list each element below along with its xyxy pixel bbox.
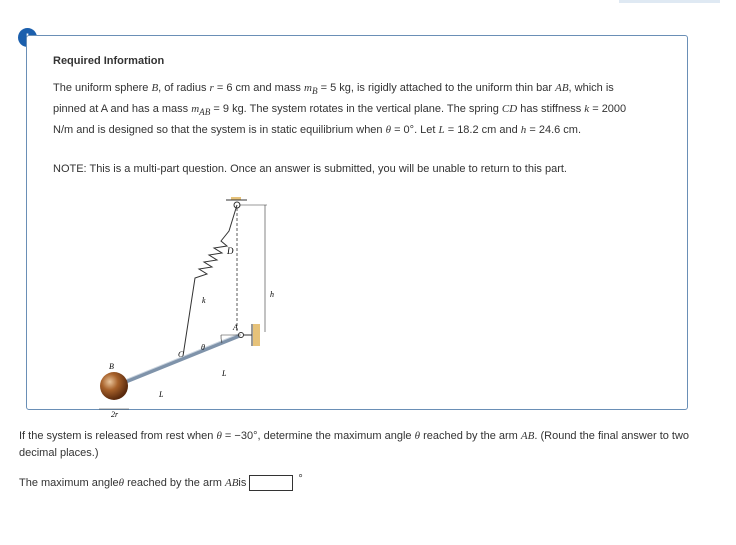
symbol: CD	[501, 103, 518, 116]
symbol: r	[209, 82, 214, 94]
label-theta: θ	[201, 343, 205, 352]
top-strip	[619, 0, 720, 3]
subscript: AB	[199, 107, 211, 118]
symbol: AB	[555, 82, 569, 94]
text: , which is pinned at A and has a mass	[53, 82, 614, 116]
answer-prompt: The maximum angle	[19, 477, 119, 489]
answer-prompt: reached by the arm	[127, 477, 222, 489]
symbol: k	[584, 103, 590, 116]
info-title: Required Information	[53, 55, 165, 67]
text: . (Round the final answer to two decimal places.)	[19, 430, 690, 459]
question-text	[19, 428, 719, 462]
symbol: θ	[414, 430, 421, 442]
label-k: k	[202, 296, 206, 305]
note-text: NOTE: This is a multi-part question. Once an answer is submitted, you will be unable to return to this part.	[53, 163, 567, 175]
symbol: m	[304, 82, 312, 94]
text: , of radius	[158, 82, 210, 94]
symbol: AB	[224, 477, 239, 489]
text: reached by the arm	[420, 430, 521, 442]
text: = 6 cm and mass	[213, 82, 304, 94]
spring-cd	[183, 205, 237, 356]
label-c: C	[178, 350, 184, 359]
symbol: θ	[216, 430, 222, 442]
required-information-panel	[26, 35, 688, 419]
text: has stiffness	[517, 103, 585, 116]
label-b: B	[109, 362, 114, 371]
mechanism-figure	[71, 196, 291, 421]
symbol: B	[151, 82, 159, 94]
text: = 24.6 cm.	[526, 124, 582, 137]
symbol: h	[520, 124, 527, 137]
label-l-lower: L	[159, 390, 164, 399]
symbol: θ	[118, 477, 125, 489]
label-d: D	[227, 246, 234, 256]
text: = −30°, determine the maximum angle	[221, 430, 415, 442]
text: = 5 kg, is rigidly attached to the uniform thin bar	[317, 82, 556, 94]
text: = 0°. Let	[391, 124, 439, 137]
text: If the system is released from rest when	[19, 430, 217, 442]
text: = 9 kg. The system rotates in the vertical plane. The spring	[210, 103, 502, 116]
answer-prompt: is	[238, 477, 247, 489]
label-l-upper: L	[222, 369, 227, 378]
right-wall	[253, 324, 260, 346]
answer-row	[19, 473, 303, 493]
unit-label: °	[298, 473, 303, 485]
symbol: θ	[385, 124, 392, 137]
text: The uniform sphere	[53, 82, 152, 94]
symbol: m	[191, 103, 200, 116]
label-h: h	[270, 290, 274, 299]
label-2r: 2r	[111, 410, 119, 419]
text: = 2000 N/m and is designed so that the system is in static equilibrium when	[53, 103, 627, 137]
problem-statement	[53, 79, 648, 139]
label-a: A	[233, 323, 238, 332]
symbol: AB	[520, 430, 535, 442]
symbol: L	[438, 124, 445, 137]
text: = 18.2 cm and	[444, 124, 521, 137]
answer-input[interactable]	[249, 475, 293, 491]
subscript: B	[311, 86, 318, 97]
sphere-b	[100, 372, 128, 400]
